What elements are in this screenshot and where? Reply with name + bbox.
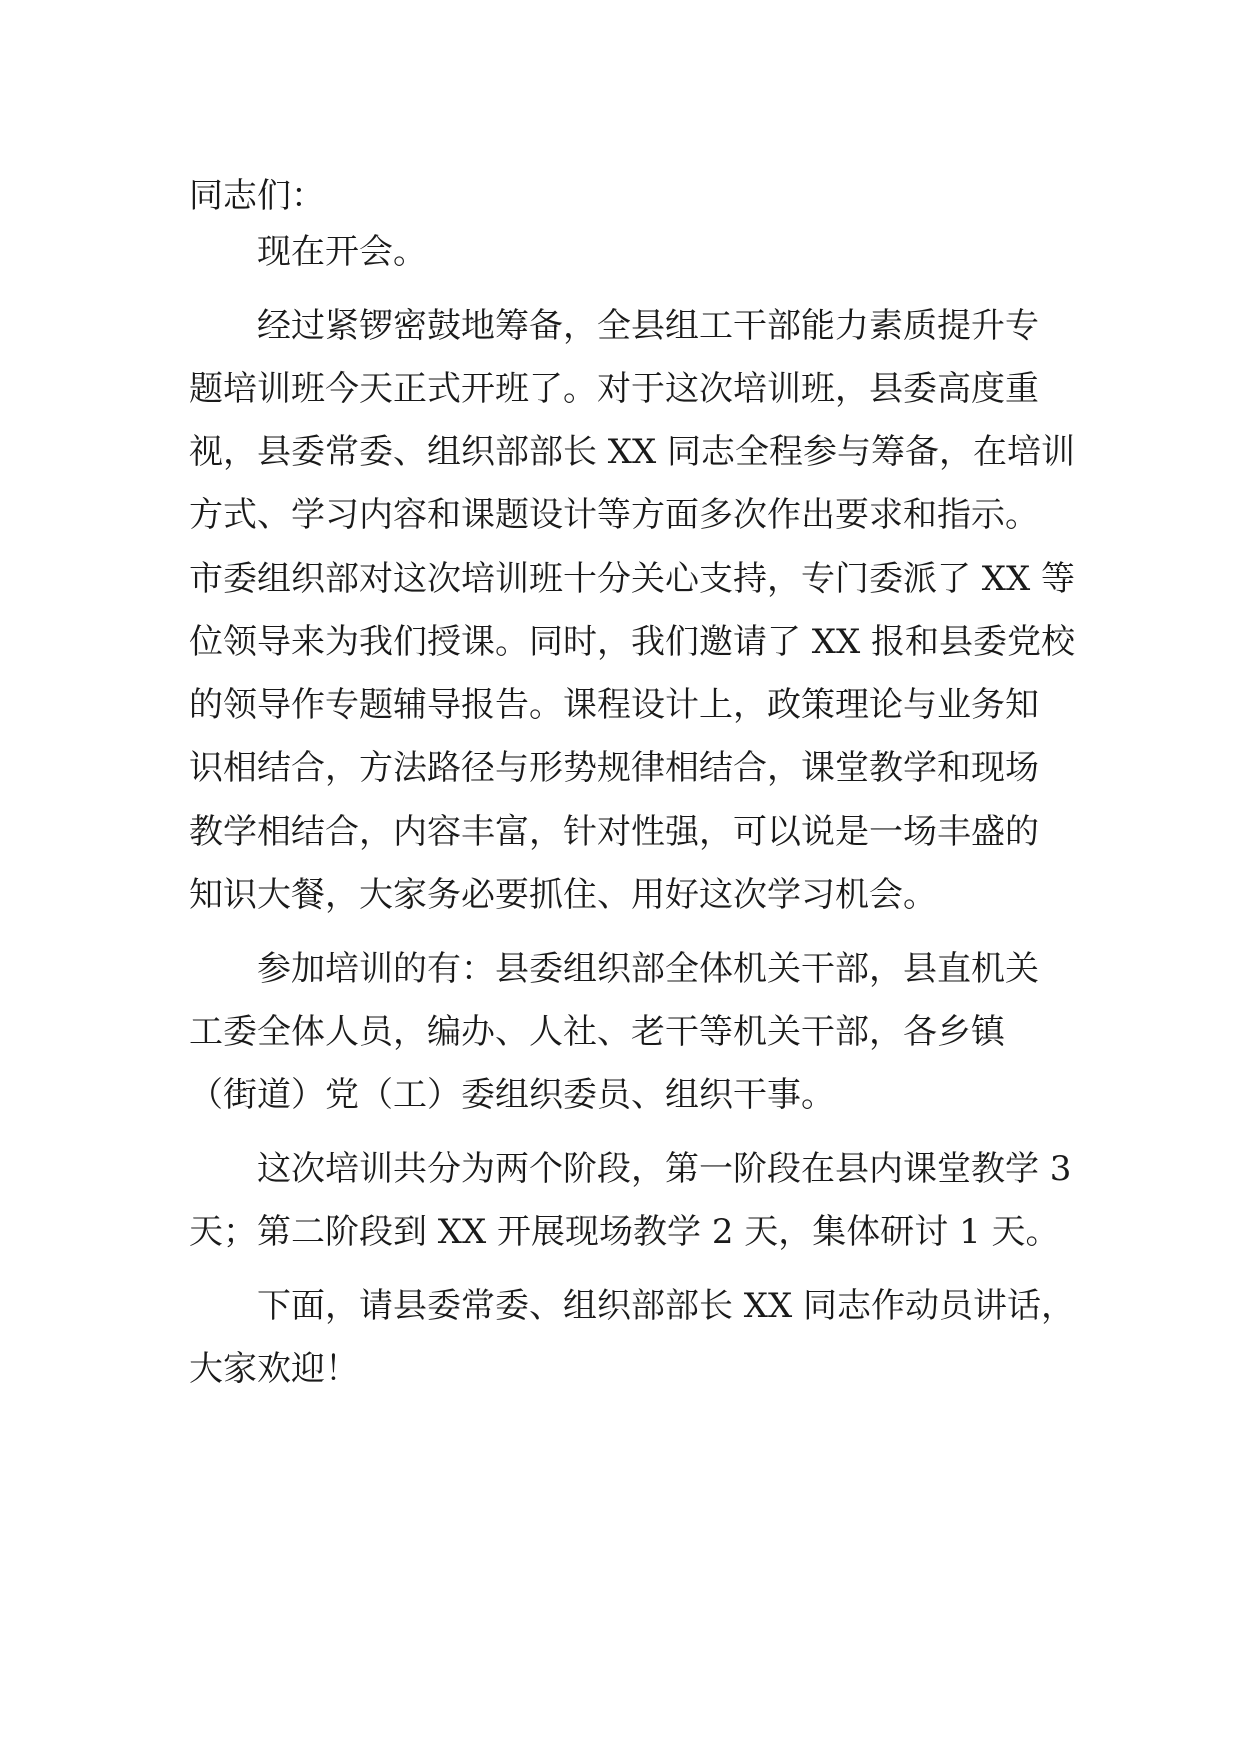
paragraph-line: 这次培训共分为两个阶段，第一阶段在县内课堂教学 3: [257, 1149, 1072, 1189]
paragraph-line: 天；第二阶段到 XX 开展现场教学 2 天，集体研讨 1 天。: [189, 1212, 1060, 1252]
paragraph-line: 知识大餐，大家务必要抓住、用好这次学习机会。: [189, 875, 937, 915]
paragraph-line: 工委全体人员，编办、人社、老干等机关干部，各乡镇: [189, 1012, 1005, 1052]
salutation: 同志们：: [189, 176, 325, 216]
paragraph-line: 识相结合，方法路径与形势规律相结合，课堂教学和现场: [189, 748, 1039, 788]
paragraph-line: 位领导来为我们授课。同时，我们邀请了 XX 报和县委党校: [189, 622, 1076, 662]
paragraph-line: 现在开会。: [257, 232, 427, 272]
paragraph-line: 方式、学习内容和课题设计等方面多次作出要求和指示。: [189, 495, 1039, 535]
paragraph-line: （街道）党（工）委组织委员、组织干事。: [189, 1075, 835, 1115]
paragraph-line: 大家欢迎！: [189, 1349, 359, 1389]
paragraph-line: 题培训班今天正式开班了。对于这次培训班，县委高度重: [189, 369, 1039, 409]
paragraph-line: 下面，请县委常委、组织部部长 XX 同志作动员讲话，: [257, 1286, 1076, 1326]
paragraph-line: 经过紧锣密鼓地筹备，全县组工干部能力素质提升专: [257, 306, 1039, 346]
paragraph-line: 视，县委常委、组织部部长 XX 同志全程参与筹备，在培训: [189, 432, 1076, 472]
paragraph-line: 的领导作专题辅导报告。课程设计上，政策理论与业务知: [189, 685, 1039, 725]
paragraph-line: 参加培训的有：县委组织部全体机关干部，县直机关: [257, 949, 1039, 989]
paragraph-line: 市委组织部对这次培训班十分关心支持，专门委派了 XX 等: [189, 559, 1076, 599]
paragraph-line: 教学相结合，内容丰富，针对性强，可以说是一场丰盛的: [189, 812, 1039, 852]
